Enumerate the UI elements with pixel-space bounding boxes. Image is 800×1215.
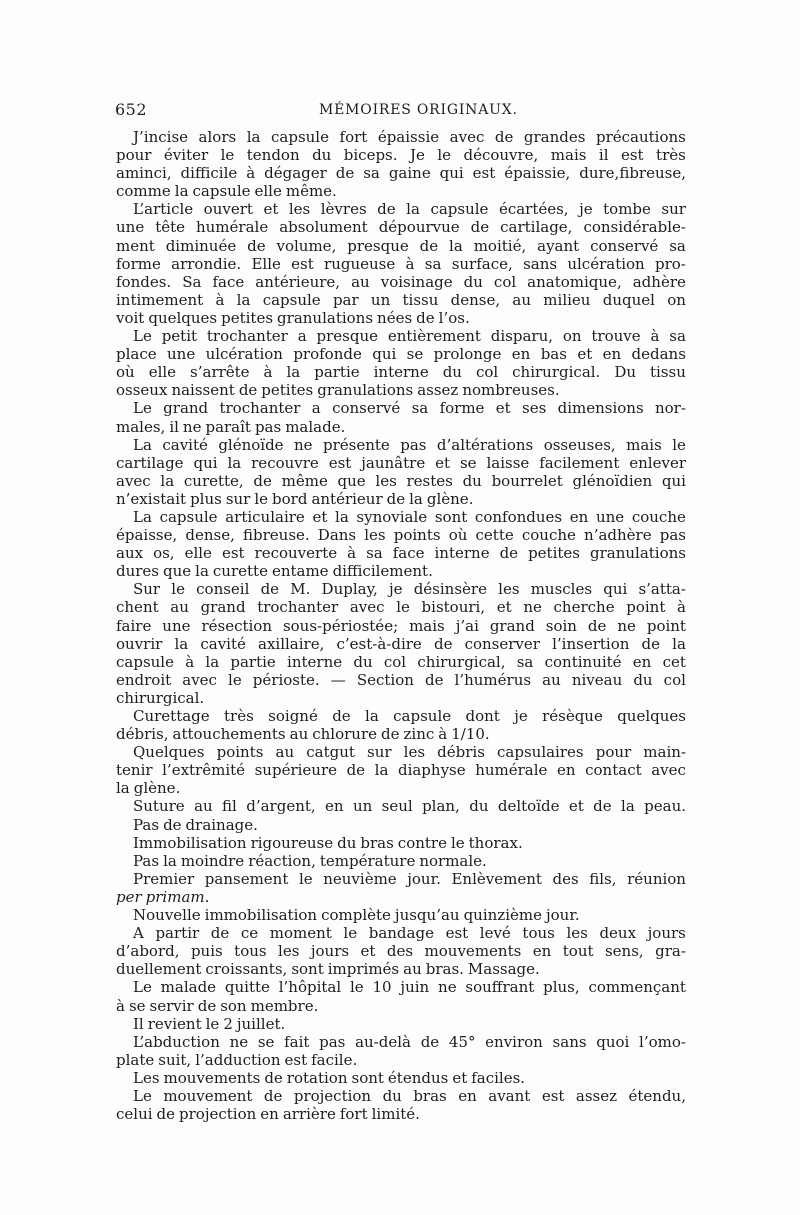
body-text-line: aux os, elle est recouverte à sa face interne de petites granulations [116, 544, 686, 563]
body-text-line: Premier pansement le neuvième jour. Enlèvement des fils, réunion [133, 869, 686, 888]
body-text-line: A partir de ce moment le bandage est levé tous les deux jours [133, 924, 686, 943]
body-text-line: intimement à la capsule par un tissu dense, au milieu duquel on [116, 290, 686, 309]
body-text-line: per primam. [116, 887, 210, 906]
body-text-line: Pas la moindre réaction, température normale. [133, 851, 487, 870]
body-text-line: Immobilisation rigoureuse du bras contre le thorax. [133, 833, 523, 852]
body-text-line: Nouvelle immobilisation complète jusqu’au quinzième jour. [133, 906, 580, 925]
body-text-line: place une ulcération profonde qui se prolonge en bas et en dedans [116, 345, 686, 364]
page-number: 652 [115, 100, 148, 119]
body-text-line: cartilage qui la recouvre est jaunâtre et se laisse facilement enlever [116, 453, 686, 472]
body-text-line: comme la capsule elle même. [116, 182, 337, 201]
body-text-line: males, il ne paraît pas malade. [116, 417, 346, 436]
body-text-line: chent au grand trochanter avec le bistouri, et ne cherche point à [116, 598, 686, 617]
body-text-line: L’article ouvert et les lèvres de la capsule écartées, je tombe sur [133, 200, 686, 219]
body-text-line: voit quelques petites granulations nées de l’os. [116, 308, 470, 327]
body-text-line: osseux naissent de petites granulations assez nombreuses. [116, 381, 560, 400]
page-header [115, 96, 685, 124]
body-text-line: dures que la curette entame difficilement. [116, 562, 433, 581]
body-text-line: celui de projection en arrière fort limité. [116, 1105, 420, 1124]
body-text-line: épaisse, dense, fibreuse. Dans les points où cette couche n’adhère pas [116, 526, 686, 545]
body-text-line: Le mouvement de projection du bras en avant est assez étendu, [133, 1086, 686, 1105]
body-text-line: une tête humérale absolument dépourvue de cartilage, considérable- [116, 218, 686, 237]
body-text-line: Suture au fil d’argent, en un seul plan, du deltoïde et de la peau. [133, 797, 686, 816]
body-text-line: Pas de drainage. [133, 815, 258, 834]
body-text-line: Le grand trochanter a conservé sa forme et ses dimensions nor- [133, 399, 686, 418]
body-text-line: avec la curette, de même que les restes du bourrelet glénoïdien qui [116, 471, 686, 490]
body-text-line: L’abduction ne se fait pas au-delà de 45° environ sans quoi l’omo- [133, 1032, 686, 1051]
body-text-line: forme arrondie. Elle est rugueuse à sa surface, sans ulcération pro- [116, 254, 686, 273]
body-text-line: Le malade quitte l’hôpital le 10 juin ne souffrant plus, commençant [133, 978, 686, 997]
body-text-line: plate suit, l’adduction est facile. [116, 1050, 358, 1069]
body-text-line: Il revient le 2 juillet. [133, 1014, 286, 1033]
body-text-line: Curettage très soigné de la capsule dont je résèque quelques [133, 707, 686, 725]
body-text-line: faire une résection sous-périostée; mais j’ai grand soin de ne point [116, 616, 686, 635]
body-text-line: Le petit trochanter a presque entièrement disparu, on trouve à sa [133, 327, 686, 346]
body-text-line: fondes. Sa face antérieure, au voisinage du col anatomique, adhère [116, 272, 686, 291]
body-text-line: J’incise alors la capsule fort épaissie avec de grandes précautions [133, 128, 686, 146]
body-text-line: Les mouvements de rotation sont étendus et faciles. [133, 1068, 526, 1087]
body-text-line: tenir l’extrêmité supérieure de la diaphyse humérale en contact avec [116, 761, 686, 780]
body-text-line: la glène. [116, 779, 181, 798]
body-text-line: où elle s’arrête à la partie interne du col chirurgical. Du tissu [116, 363, 686, 382]
body-text-line: capsule à la partie interne du col chirurgical, sa continuité en cet [116, 652, 686, 671]
body-text-line: Sur le conseil de M. Duplay, je désinsère les muscles qui s’atta- [133, 580, 686, 599]
body-text-line: La cavité glénoïde ne présente pas d’altérations osseuses, mais le [133, 435, 686, 454]
body-text-line: ouvrir la cavité axillaire, c’est-à-dire de conserver l’insertion de la [116, 634, 686, 653]
running-title: MÉMOIRES ORIGINAUX. [319, 102, 518, 118]
body-text-line: La capsule articulaire et la synoviale sont confondues en une couche [133, 507, 686, 526]
body-text-line: chirurgical. [116, 688, 205, 707]
body-text [116, 128, 686, 1123]
body-text-line: endroit avec le périoste. — Section de l’humérus au niveau du col [116, 670, 686, 689]
body-text-line: débris, attouchements au chlorure de zinc à 1/10. [116, 725, 490, 744]
body-text-line: duellement croissants, sont imprimés au bras. Massage. [116, 960, 540, 979]
body-text-line: d’abord, puis tous les jours et des mouvements en tout sens, gra- [116, 942, 686, 961]
body-text-line: n’existait plus sur le bord antérieur de la glène. [116, 489, 474, 508]
body-text-line: pour éviter le tendon du biceps. Je le découvre, mais il est très [116, 146, 686, 165]
body-text-line: ment diminuée de volume, presque de la moitié, ayant conservé sa [116, 236, 686, 255]
body-text-line: aminci, difficile à dégager de sa gaine qui est épaissie, dure,fibreuse, [116, 164, 686, 183]
body-text-line: Quelques points au catgut sur les débris capsulaires pour main- [133, 743, 686, 762]
body-text-line: à se servir de son membre. [116, 996, 319, 1015]
